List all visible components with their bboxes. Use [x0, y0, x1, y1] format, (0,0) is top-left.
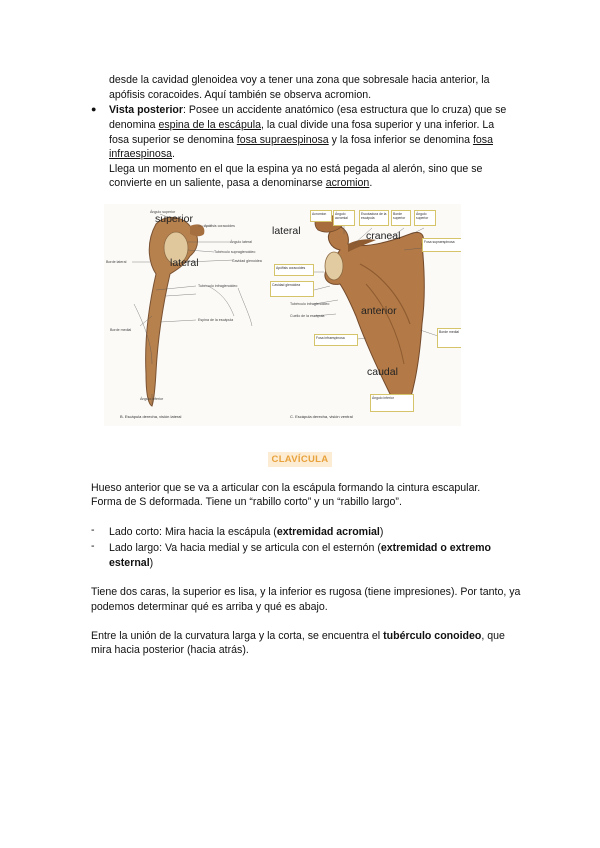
- posterior-text-2a: denomina: [109, 119, 159, 131]
- acromion-term: acromion: [325, 177, 370, 189]
- box-angulo-inferior: Ángulo inferior: [370, 394, 414, 412]
- left-label-angulo-superior: Ángulo superior: [150, 210, 176, 214]
- left-label-angulo-inferior: Ángulo inferior: [140, 397, 164, 401]
- label-lateral-left: lateral: [170, 257, 199, 269]
- posterior-line-4: [109, 146, 175, 162]
- bullet-marker: ●: [91, 104, 97, 114]
- right-label-cuello: Cuello de la escápula: [290, 314, 325, 318]
- clavicula-item-1: [109, 524, 383, 540]
- clavicula-p3-line2: podemos determinar qué es arriba y qué es abajo.: [91, 601, 328, 613]
- fosa-supraespinosa-term: fosa supraespinosa: [236, 134, 329, 146]
- box-cavidad-glenoidea: Cavidad glenoidea: [270, 281, 314, 297]
- extremidad-extremo: extremidad o extremo: [380, 542, 491, 554]
- item2-close: ): [149, 557, 154, 569]
- posterior-text-4b: .: [172, 148, 175, 160]
- posterior-line-1: [109, 102, 506, 118]
- clavicula-p4-line2: mira hacia posterior (hacia atrás).: [91, 644, 249, 656]
- caption-left: B. Escápula derecha, visión lateral: [120, 414, 182, 419]
- posterior-line-5: Llega un momento en el que la espina ya no está pegada al alerón, sino que se: [109, 163, 483, 175]
- label-anterior: anterior: [361, 305, 397, 317]
- extremidad-acromial: extremidad acromial: [276, 526, 380, 538]
- posterior-text-2b: , la cual divide una fosa superior y una inferior. La: [260, 119, 495, 131]
- left-label-espina: Espina de la escápula: [198, 318, 234, 322]
- label-caudal: caudal: [367, 366, 398, 378]
- clavicula-p3-line1: Tiene dos caras, la superior es lisa, y la inferior es rugosa (tiene impresiones). Por tanto, ya: [91, 586, 521, 598]
- box-apofisis-coracoides: Apófisis coracoides: [274, 264, 314, 276]
- left-label-supraglenoideo: Tubérculo supraglenoideo: [214, 250, 256, 254]
- clavicula-item-2: [109, 540, 491, 556]
- list-dash-1: -: [91, 524, 95, 536]
- section-title-clavicula: CLAVÍCULA: [268, 452, 332, 467]
- item2-text: Lado largo: Va hacia medial y se articula con el esternón (: [109, 542, 381, 554]
- fosa-term: fosa: [472, 134, 493, 146]
- left-label-coracoides: Apófisis coracoides: [204, 224, 235, 228]
- box-fosa-infraespinosa: Fosa infraespinosa: [314, 334, 358, 346]
- intro-line-1: desde la cavidad glenoidea voy a tener una zona que sobresale hacia anterior, la: [109, 74, 490, 86]
- item1-text: Lado corto: Mira hacia la escápula (: [109, 526, 277, 538]
- item1-close: ): [379, 526, 384, 538]
- intro-line-2: apófisis coracoides. Aquí también se observa acromion.: [109, 89, 372, 101]
- p4-text-end: , que: [481, 630, 505, 642]
- left-label-borde-medial: Borde medial: [110, 328, 132, 332]
- left-label-borde-lateral: Borde lateral: [106, 260, 127, 264]
- posterior-text-6b: .: [369, 177, 373, 189]
- left-label-cavidad-glenoidea: Cavidad glenoidea: [232, 259, 262, 263]
- tuberculo-conoideo: tubérculo conoideo: [383, 630, 482, 642]
- vista-posterior-title: Vista posterior: [109, 104, 183, 116]
- clavicula-p1: Hueso anterior que se va a articular con la escápula formando la cintura escapular.: [91, 482, 481, 494]
- p4-text: Entre la unión de la curvatura larga y la corta, se encuentra el: [91, 630, 384, 642]
- scapula-figure: [104, 204, 461, 426]
- box-borde-superior: Borde superior: [391, 210, 411, 226]
- box-angulo-superior: Ángulo superior: [414, 210, 436, 226]
- espina-escapula-term: espina de la escápula: [158, 119, 261, 131]
- left-label-infraglenoideo: Tubérculo infraglenoideo: [198, 284, 238, 288]
- posterior-text-3a: fosa superior se denomina: [109, 134, 237, 146]
- clavicula-item-2-cont: [109, 555, 153, 571]
- box-fosa-supraespinosa: Fosa supraespinosa: [422, 238, 461, 252]
- label-lateral-right: lateral: [272, 225, 301, 237]
- caption-right: C. Escápula derecha, visión ventral: [290, 414, 353, 419]
- right-label-infraglenoideo: Tubérculo infraglenoideo: [290, 302, 330, 306]
- posterior-text-1: : Posee un accidente anatómico (esa estructura que lo cruza) que se: [183, 104, 507, 116]
- posterior-line-2: [109, 117, 494, 133]
- clavicula-p2: Forma de S deformada. Tiene un “rabillo corto” y un “rabillo largo”.: [91, 496, 402, 508]
- box-angulo-acromial: Ángulo acromial: [333, 210, 355, 226]
- infraespinosa-term: infraespinosa: [109, 148, 173, 160]
- left-label-angulo-lateral: Ángulo lateral: [230, 240, 252, 244]
- label-craneal: craneal: [366, 230, 401, 242]
- box-escotadura: Escotadura de la escápula: [359, 210, 389, 226]
- posterior-line-6: [109, 175, 372, 191]
- posterior-text-6a: convierte en un saliente, pasa a denominarse: [109, 177, 326, 189]
- list-dash-2: -: [91, 540, 95, 552]
- box-borde-medial: Borde medial: [437, 328, 461, 348]
- posterior-text-3b: y la fosa inferior se denomina: [328, 134, 473, 146]
- esternal: esternal: [109, 557, 150, 569]
- label-superior: superior: [155, 213, 193, 225]
- box-acromion: Acromion: [310, 210, 332, 222]
- scapula-illustration: [104, 204, 461, 426]
